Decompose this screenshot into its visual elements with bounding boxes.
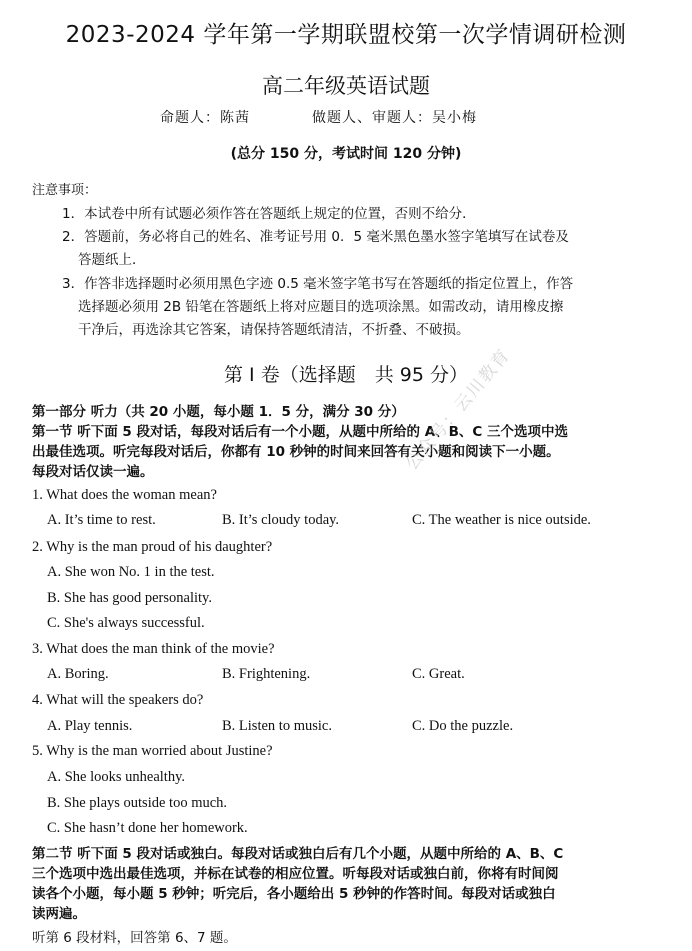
option-c: C. Great. bbox=[412, 666, 465, 682]
option-b: B. It’s cloudy today. bbox=[222, 512, 340, 528]
option-c: C. She's always successful. bbox=[47, 615, 205, 631]
part1-instruction: 每段对话仅读一遍。 bbox=[32, 464, 154, 480]
option-c: C. Do the puzzle. bbox=[412, 718, 514, 734]
watermark: 公众号：云川教育 bbox=[401, 344, 515, 475]
question-3: 3. What does the man think of the movie? bbox=[32, 641, 275, 657]
option-c: C. The weather is nice outside. bbox=[412, 512, 591, 528]
option-a: A. Play tennis. bbox=[47, 718, 133, 734]
option-c: C. She hasn’t done her homework. bbox=[47, 820, 248, 836]
option-a: A. She looks unhealthy. bbox=[47, 769, 186, 785]
setters-line bbox=[160, 107, 477, 127]
option-b: B. She has good personality. bbox=[47, 590, 212, 606]
exam-title: 2023-2024 学年第一学期联盟校第一次学情调研检测 bbox=[65, 22, 627, 48]
note-line: 选择题必须用 2B 铅笔在答题纸上将对应题目的选项涂黑。如需改动，请用橡皮擦 bbox=[78, 299, 564, 315]
option-a: A. It’s time to rest. bbox=[47, 512, 156, 528]
part2-footer: 听第 6 段材料，回答第 6、7 题。 bbox=[32, 930, 237, 946]
section-title: 第 I 卷（选择题 共 95 分） bbox=[224, 364, 468, 386]
part2-instruction: 三个选项中选出最佳选项，并标在试卷的相应位置。听每段对话或独白前，你将有时间阅 bbox=[32, 866, 559, 882]
part2-instruction: 读两遍。 bbox=[32, 906, 86, 922]
option-b: B. Frightening. bbox=[222, 666, 311, 682]
part2-instruction: 第二节 听下面 5 段对话或独白。每段对话或独白后有几个小题，从题中所给的 A、B、C bbox=[32, 846, 564, 862]
option-a: A. She won No. 1 in the test. bbox=[47, 564, 215, 580]
part2-instruction: 读各个小题，每小题 5 秒钟；听完后，各小题给出 5 秒钟的作答时间。每段对话或独白 bbox=[32, 886, 556, 902]
part1-instruction: 第一节 听下面 5 段对话，每段对话后有一个小题，从题中所给的 A、B、C 三个选项中选 bbox=[32, 424, 569, 440]
note-line: 2．答题前，务必将自己的姓名、准考证号用 0．5 毫米黑色墨水签字笔填写在试卷及 bbox=[62, 229, 569, 245]
part1-instruction: 出最佳选项。听完每段对话后，你都有 10 秒钟的时间来回答有关小题和阅读下一小题。 bbox=[32, 444, 560, 460]
note-line: 3．作答非选择题时必须用黑色字迹 0.5 毫米签字笔书写在答题纸的指定位置上，作答 bbox=[62, 276, 574, 292]
option-b: B. Listen to music. bbox=[222, 718, 332, 734]
question-2: 2. Why is the man proud of his daughter? bbox=[32, 539, 273, 555]
score-info: (总分 150 分，考试时间 120 分钟) bbox=[230, 146, 462, 162]
setter-left: 命题人：陈茜 bbox=[160, 110, 250, 126]
option-b: B. She plays outside too much. bbox=[47, 795, 228, 811]
note-line: 答题纸上． bbox=[78, 252, 146, 268]
question-5: 5. Why is the man worried about Justine? bbox=[32, 743, 273, 759]
exam-subtitle: 高二年级英语试题 bbox=[262, 74, 430, 98]
part1-heading: 第一部分 听力（共 20 小题，每小题 1．5 分，满分 30 分） bbox=[32, 404, 405, 420]
setter-right: 做题人、审题人：吴小梅 bbox=[312, 110, 477, 126]
question-1: 1. What does the woman mean? bbox=[32, 487, 217, 503]
note-line: 1．本试卷中所有试题必须作答在答题纸上规定的位置，否则不给分． bbox=[62, 206, 476, 222]
note-line: 干净后，再选涂其它答案，请保持答题纸清洁，不折叠、不破损。 bbox=[78, 322, 470, 338]
notes-heading: 注意事项： bbox=[32, 183, 98, 198]
question-4: 4. What will the speakers do? bbox=[32, 692, 204, 708]
option-a: A. Boring. bbox=[47, 666, 109, 682]
